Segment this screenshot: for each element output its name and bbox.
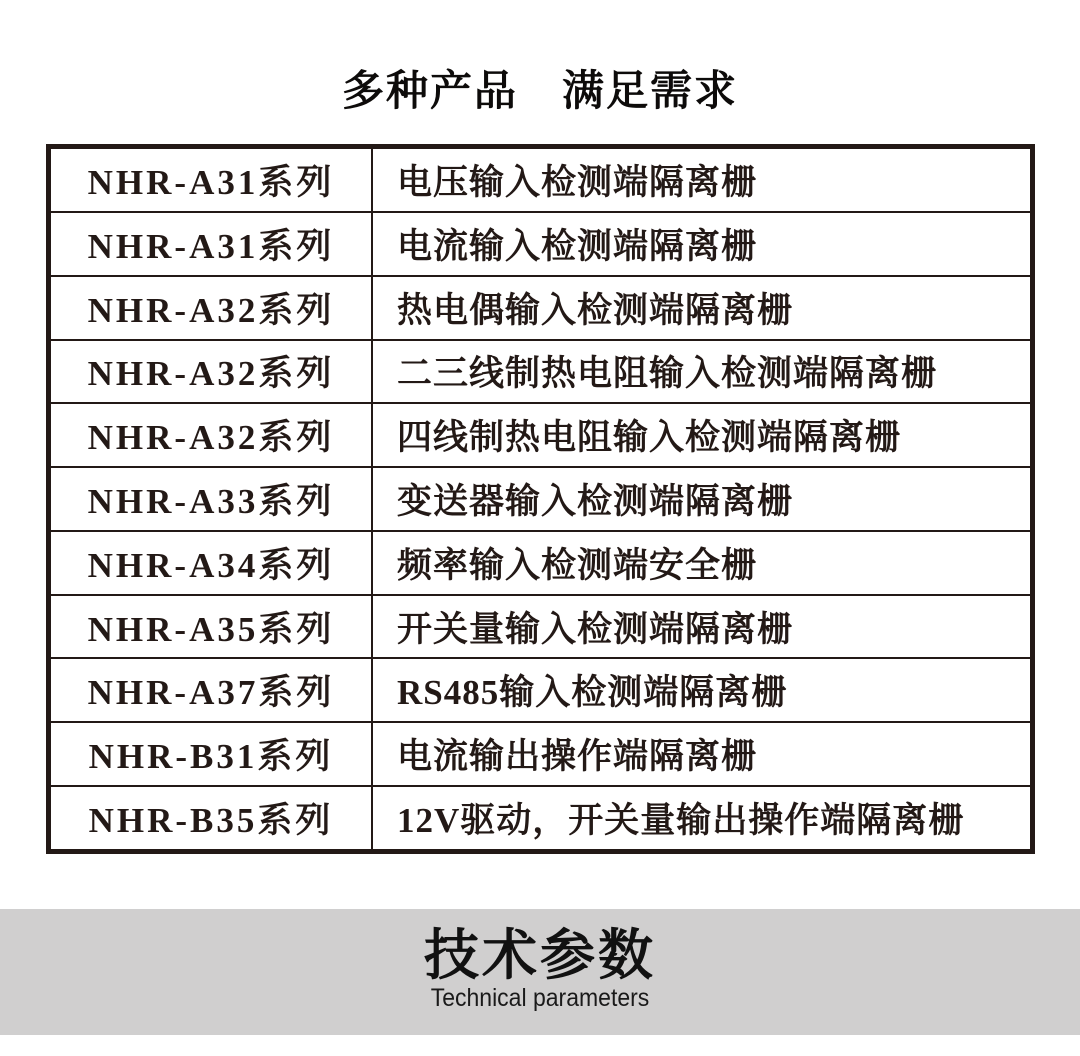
section-banner xyxy=(0,909,1080,1035)
product-series-table xyxy=(46,144,1035,854)
table-row xyxy=(49,340,1033,404)
table-row xyxy=(49,403,1033,467)
description-cell: 电流输出操作端隔离栅 xyxy=(372,722,1033,786)
description-cell: 开关量输入检测端隔离栅 xyxy=(372,595,1033,659)
table-row xyxy=(49,531,1033,595)
description-cell: 二三线制热电阻输入检测端隔离栅 xyxy=(372,340,1033,404)
table-row xyxy=(49,595,1033,659)
description-cell: 四线制热电阻输入检测端隔离栅 xyxy=(372,403,1033,467)
product-series-table-body xyxy=(49,147,1033,852)
description-cell: 12V驱动，开关量输出操作端隔离栅 xyxy=(372,786,1033,852)
table-row xyxy=(49,276,1033,340)
description-cell: 电流输入检测端隔离栅 xyxy=(372,212,1033,276)
table-row xyxy=(49,722,1033,786)
table-row xyxy=(49,658,1033,722)
description-cell: 热电偶输入检测端隔离栅 xyxy=(372,276,1033,340)
series-cell: NHR-A33系列 xyxy=(49,467,373,531)
table-row xyxy=(49,212,1033,276)
description-cell: 电压输入检测端隔离栅 xyxy=(372,147,1033,213)
page-title: 多种产品 满足需求 xyxy=(341,67,738,114)
series-cell: NHR-A34系列 xyxy=(49,531,373,595)
series-cell: NHR-A32系列 xyxy=(49,403,373,467)
table-row xyxy=(49,147,1033,213)
table-row xyxy=(49,786,1033,852)
series-cell: NHR-A32系列 xyxy=(49,276,373,340)
description-cell: 变送器输入检测端隔离栅 xyxy=(372,467,1033,531)
series-cell: NHR-A31系列 xyxy=(49,147,373,213)
series-cell: NHR-B35系列 xyxy=(49,786,373,852)
series-cell: NHR-A31系列 xyxy=(49,212,373,276)
series-cell: NHR-B31系列 xyxy=(49,722,373,786)
description-cell: 频率输入检测端安全栅 xyxy=(372,531,1033,595)
series-cell: NHR-A35系列 xyxy=(49,595,373,659)
section-subtitle: Technical parameters xyxy=(430,984,650,1012)
series-cell: NHR-A37系列 xyxy=(49,658,373,722)
table-row xyxy=(49,467,1033,531)
section-title: 技术参数 xyxy=(423,924,656,986)
description-cell: RS485输入检测端隔离栅 xyxy=(372,658,1033,722)
series-cell: NHR-A32系列 xyxy=(49,340,373,404)
